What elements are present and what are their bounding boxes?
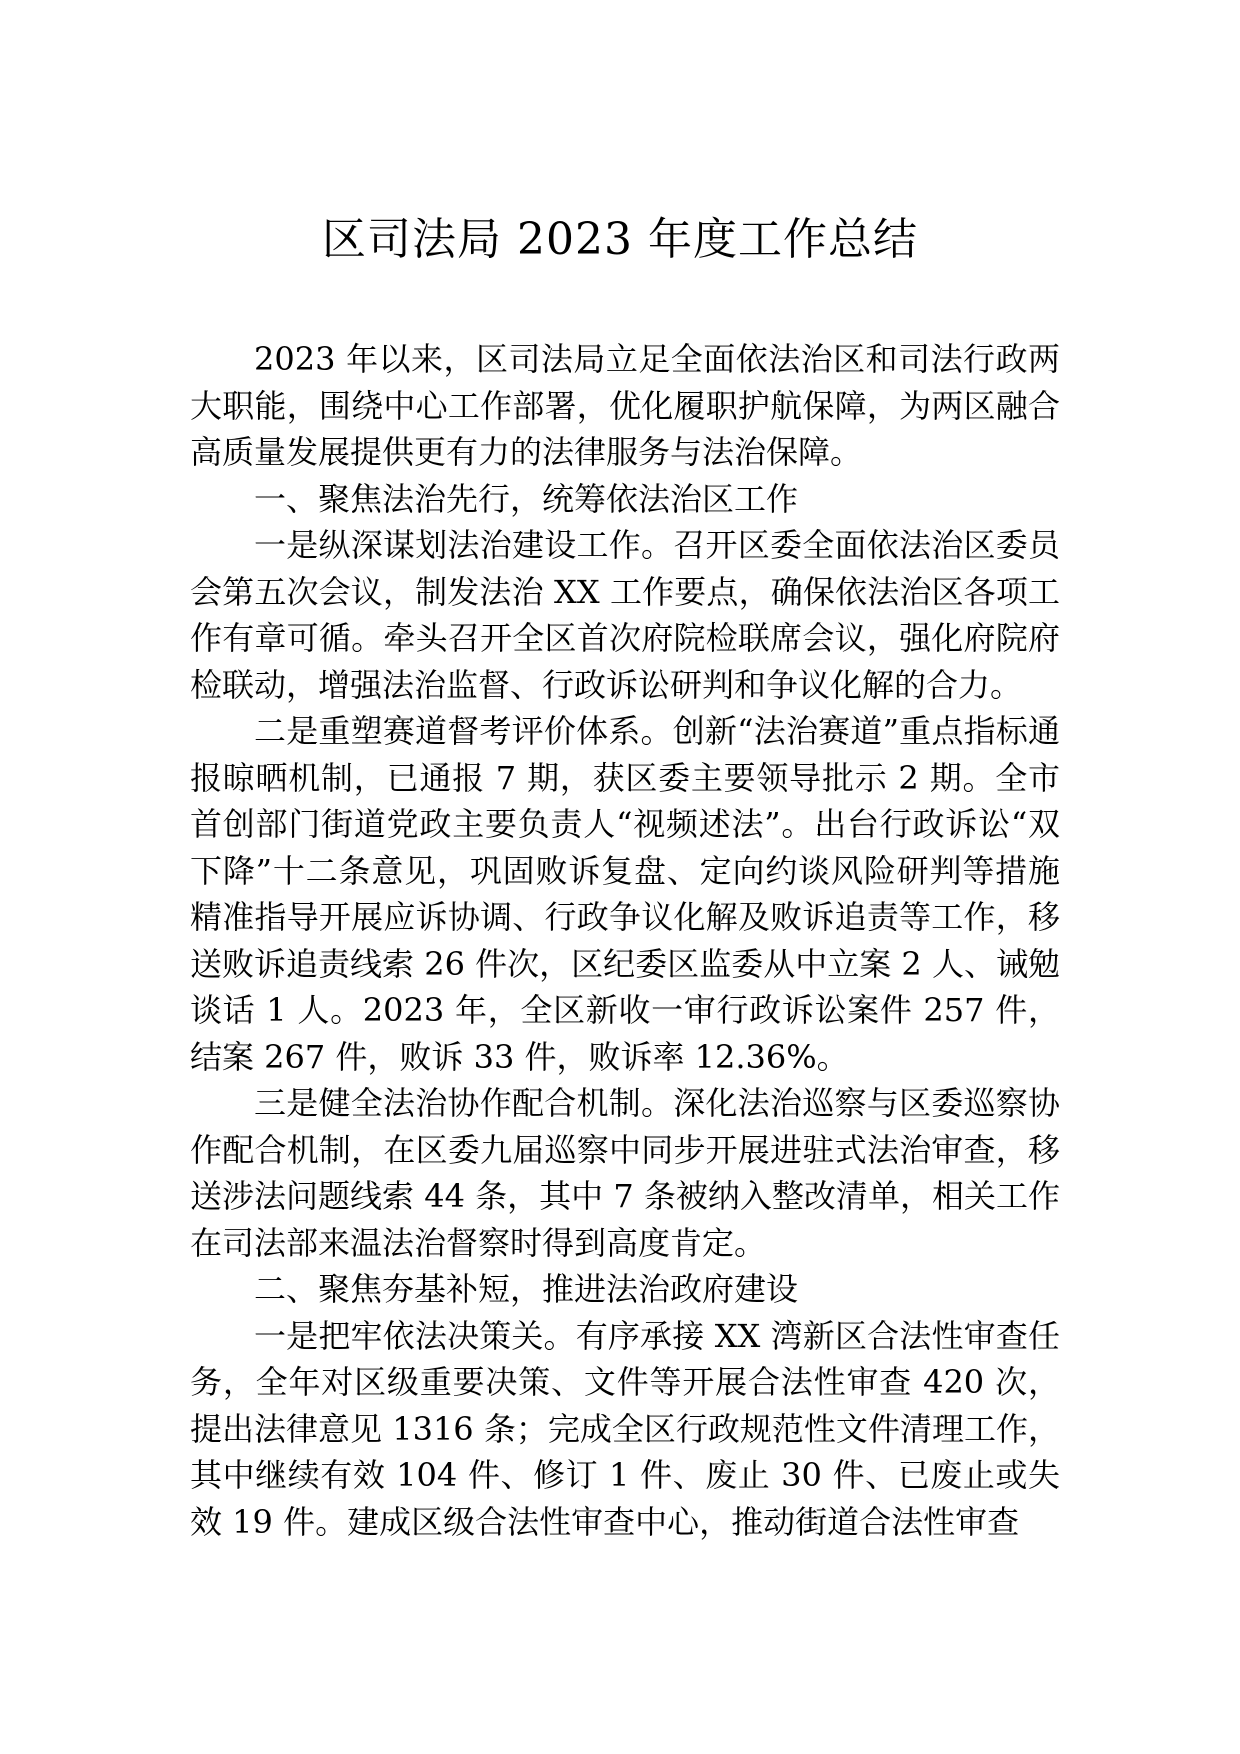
paragraph-1-1: 一是纵深谋划法治建设工作。召开区委全面依法治区委员会第五次会议，制发法治 XX 工作要点，确保依法治区各项工作有章可循。牵头召开全区首次府院检联席会议，强化府院府检联动，增强法治监督、行政诉讼研判和争议化解的合力。	[190, 526, 1060, 704]
paragraph-1-2: 二是重塑赛道督考评价体系。创新“法治赛道”重点指标通报晾晒机制，已通报 7 期，获区委主要领导批示 2 期。全市首创部门街道党政主要负责人“视频述法”。出台行政诉讼“双下降”十二条意见，巩固败诉复盘、定向约谈风险研判等措施精准指导开展应诉协调、行政争议化解及败诉追责等工作，移送败诉追责线索 26 件次，区纪委区监委从中立案 2 人、诫勉谈话 1 人。2023 年，全区新收一审行政诉讼案件 257 件，结案 267 件，败诉 33 件，败诉率 12.36%。	[190, 712, 1060, 1076]
paragraph-1-3: 三是健全法治协作配合机制。深化法治巡察与区委巡察协作配合机制，在区委九届巡察中同步开展进驻式法治审查，移送涉法问题线索 44 条，其中 7 条被纳入整改清单，相关工作在司法部来温法治督察时得到高度肯定。	[190, 1084, 1060, 1262]
section-heading-1: 一、聚焦法治先行，统筹依法治区工作	[254, 479, 799, 518]
document-body	[190, 336, 1060, 1545]
section-heading-2: 二、聚焦夯基补短，推进法治政府建设	[254, 1270, 799, 1308]
paragraph-intro: 2023 年以来，区司法局立足全面依法治区和司法行政两大职能，围绕中心工作部署，优化履职护航保障，为两区融合高质量发展提供更有力的法律服务与法治保障。	[190, 340, 1060, 471]
paragraph-2-1: 一是把牢依法决策关。有序承接 XX 湾新区合法性审查任务，全年对区级重要决策、文件等开展合法性审查 420 次，提出法律意见 1316 条；完成全区行政规范性文件清理工作，其中继续有效 104 件、修订 1 件、废止 30 件、已废止或失效 19 件。建成区级合法性审查中心，推动街道合法性审查	[190, 1316, 1060, 1541]
document-title: 区司法局 2023 年度工作总结	[322, 214, 918, 265]
